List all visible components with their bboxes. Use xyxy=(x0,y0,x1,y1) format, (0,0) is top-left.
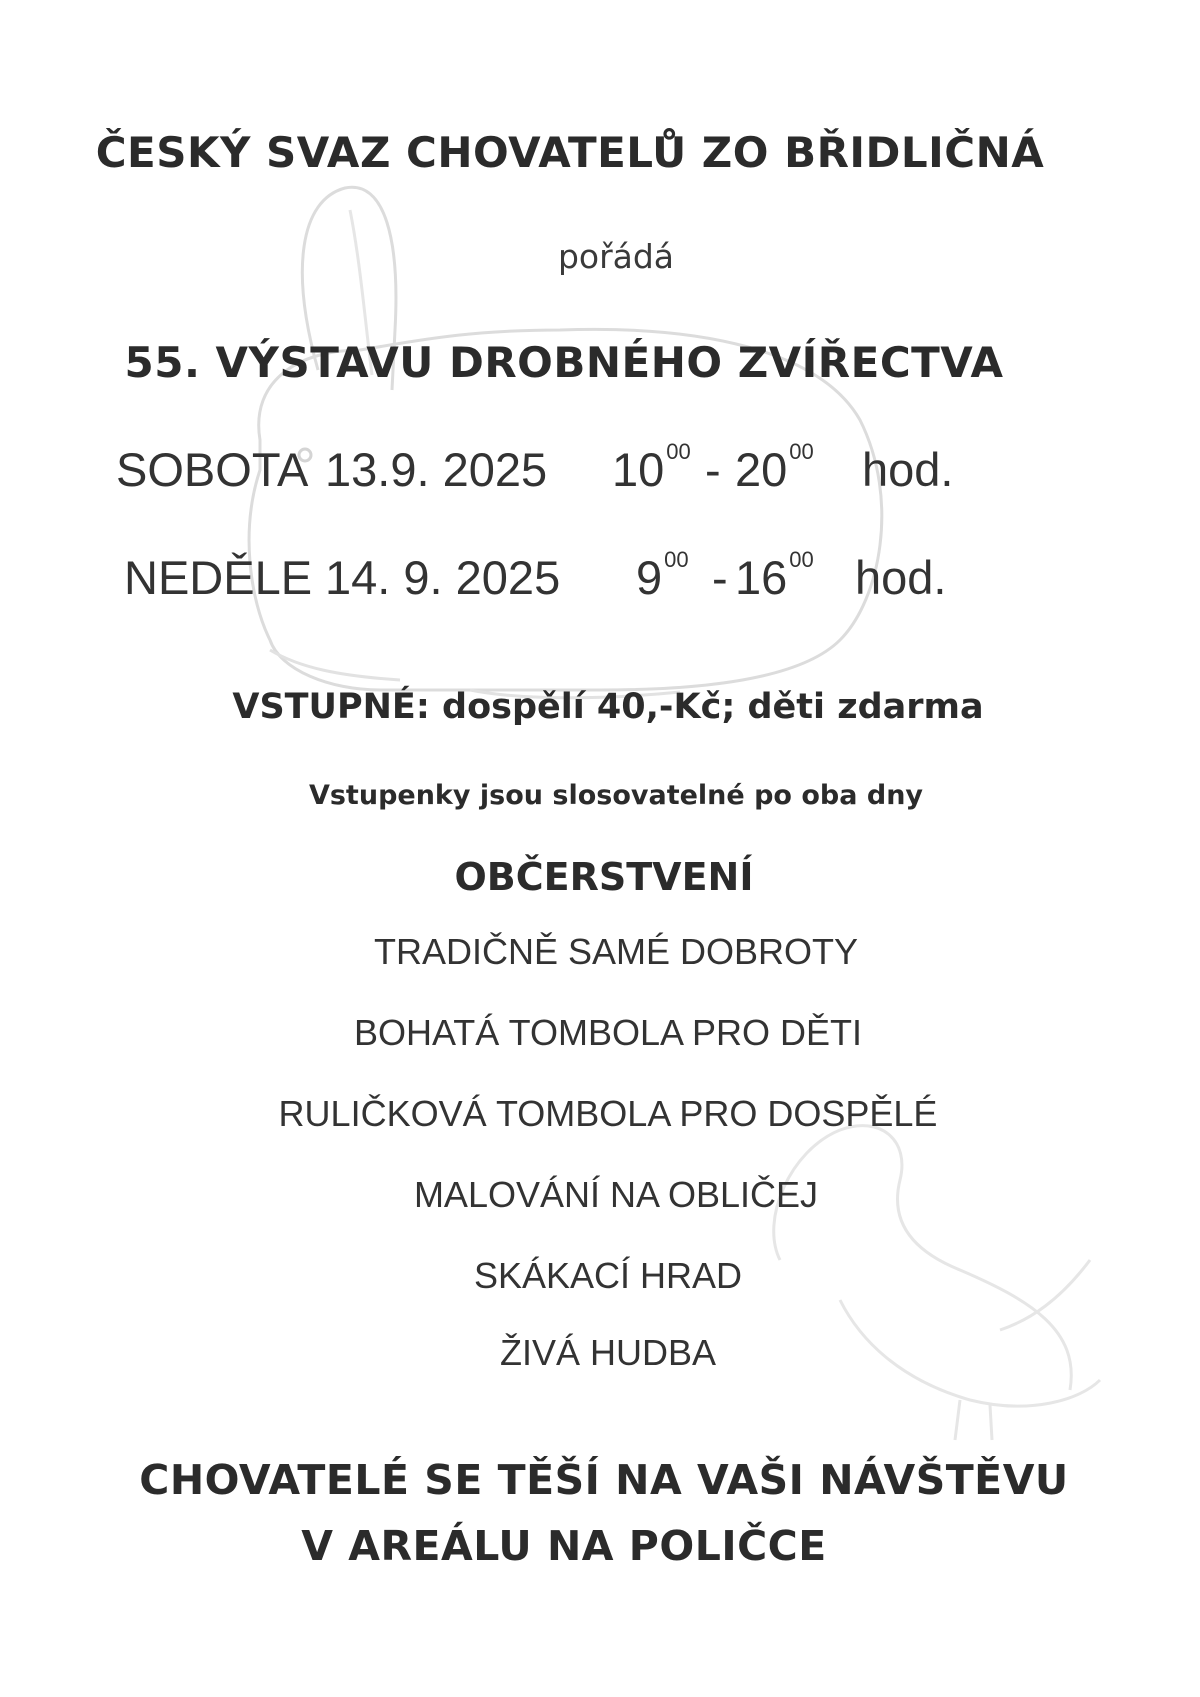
saturday-time-dash: - xyxy=(705,443,721,496)
activity-item: ŽIVÁ HUDBA xyxy=(499,1332,717,1373)
sunday-day: NEDĚLE xyxy=(124,551,313,604)
activity-item: RULIČKOVÁ TOMBOLA PRO DOSPĚLÉ xyxy=(278,1093,938,1134)
admission-price: VSTUPNÉ: dospělí 40,-Kč; děti zdarma xyxy=(232,687,984,727)
activity-item: TRADIČNĚ SAMÉ DOBROTY xyxy=(373,931,859,972)
saturday-day: SOBOTA xyxy=(116,443,309,496)
admission-note: Vstupenky jsou slosovatelné po oba dny xyxy=(308,780,924,811)
organizes-text: pořádá xyxy=(557,237,675,276)
saturday-time-from: $10^{00}$ xyxy=(612,439,691,496)
saturday-date: 13.9. 2025 xyxy=(325,443,548,496)
organizer-title: ČESKÝ SVAZ CHOVATELŮ ZO BŘIDLIČNÁ xyxy=(95,128,1045,177)
closing-line-1: CHOVATELÉ SE TĚŠÍ NA VAŠI NÁVŠTĚVU xyxy=(139,1456,1069,1504)
sunday-date: 14. 9. 2025 xyxy=(325,551,561,604)
closing-line-2: V AREÁLU NA POLIČCE xyxy=(301,1522,827,1570)
refreshments-heading: OBČERSTVENÍ xyxy=(454,855,754,899)
saturday-unit: hod. xyxy=(862,443,954,496)
sunday-time-from: $9^{00}$ xyxy=(636,547,689,604)
saturday-time-to: $20^{00}$ xyxy=(735,439,814,496)
sunday-unit: hod. xyxy=(855,551,947,604)
activity-item: SKÁKACÍ HRAD xyxy=(473,1255,743,1296)
sunday-time-to: $16^{00}$ xyxy=(735,547,814,604)
activity-item: MALOVÁNÍ NA OBLIČEJ xyxy=(413,1174,819,1215)
activity-item: BOHATÁ TOMBOLA PRO DĚTI xyxy=(353,1012,863,1053)
event-title: 55. VÝSTAVU DROBNÉHO ZVÍŘECTVA xyxy=(124,338,1004,387)
sunday-time-dash: - xyxy=(712,551,728,604)
